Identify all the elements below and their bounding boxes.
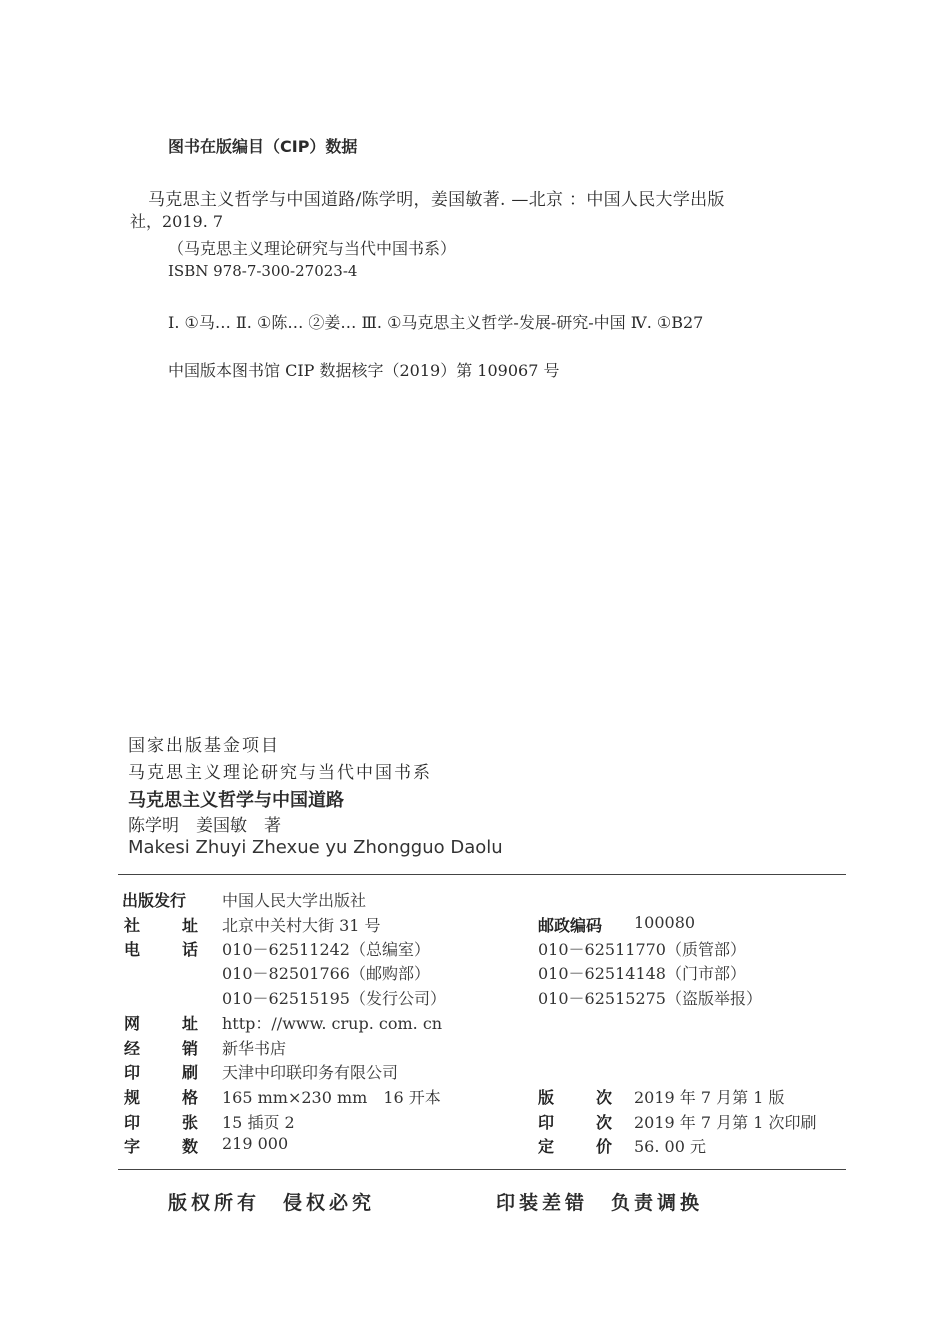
words: 219 000 bbox=[222, 1134, 289, 1153]
book-title: 马克思主义哲学与中国道路 bbox=[128, 790, 344, 811]
cip-heading: 图书在版编目（CIP）数据 bbox=[168, 137, 358, 156]
printing: 2019 年 7 月第 1 次印刷 bbox=[634, 1113, 817, 1132]
divider-top bbox=[118, 874, 846, 875]
series-name: 马克思主义理论研究与当代中国书系 bbox=[128, 763, 432, 783]
divider-bottom bbox=[118, 1169, 846, 1170]
fund-project: 国家出版基金项目 bbox=[128, 736, 280, 756]
phone-left-3: 010－62515195（发行公司） bbox=[222, 989, 446, 1008]
phone-left-2: 010－82501766（邮购部） bbox=[222, 964, 430, 983]
phone-label: 电 话 bbox=[124, 940, 198, 959]
website-link[interactable]: http：//www. crup. com. cn bbox=[222, 1014, 443, 1033]
book-pinyin-title: Makesi Zhuyi Zhexue yu Zhongguo Daolu bbox=[128, 837, 503, 858]
address-label: 社 址 bbox=[124, 916, 198, 935]
distributor-label: 经 销 bbox=[124, 1039, 198, 1058]
spec-label: 规 格 bbox=[124, 1088, 198, 1107]
printer: 天津中印联印务有限公司 bbox=[222, 1063, 399, 1082]
edition-label: 版 次 bbox=[538, 1088, 612, 1107]
distributor: 新华书店 bbox=[222, 1039, 287, 1058]
spec: 165 mm×230 mm 16 开本 bbox=[222, 1088, 441, 1107]
cip-isbn: ISBN 978-7-300-27023-4 bbox=[168, 262, 358, 280]
book-authors: 陈学明 姜国敏 著 bbox=[128, 816, 281, 836]
cip-series-line: （马克思主义理论研究与当代中国书系） bbox=[168, 239, 457, 258]
phone-right-3: 010－62515275（盗版举报） bbox=[538, 989, 762, 1008]
address: 北京中关村大街 31 号 bbox=[222, 916, 381, 935]
postcode-label: 邮政编码 bbox=[538, 916, 603, 935]
edition: 2019 年 7 月第 1 版 bbox=[634, 1088, 785, 1107]
sheets-label: 印 张 bbox=[124, 1113, 198, 1132]
words-label: 字 数 bbox=[124, 1137, 198, 1156]
sheets: 15 插页 2 bbox=[222, 1113, 295, 1132]
cip-check-number: 中国版本图书馆 CIP 数据核字（2019）第 109067 号 bbox=[168, 361, 560, 380]
website-label: 网 址 bbox=[124, 1014, 198, 1033]
cip-classification: Ⅰ. ①马… Ⅱ. ①陈… ②姜… Ⅲ. ①马克思主义哲学-发展-研究-中国 Ⅳ. ①B27 bbox=[168, 313, 704, 332]
price: 56. 00 元 bbox=[634, 1137, 706, 1156]
publisher-label: 出版发行 bbox=[122, 891, 187, 910]
copyright-notice: 版权所有 侵权必究 bbox=[168, 1192, 376, 1214]
phone-left-1: 010－62511242（总编室） bbox=[222, 940, 430, 959]
phone-right-2: 010－62514148（门市部） bbox=[538, 964, 746, 983]
cip-title-line-cont: 社，2019. 7 bbox=[130, 212, 224, 231]
publisher: 中国人民大学出版社 bbox=[222, 891, 367, 910]
price-label: 定 价 bbox=[538, 1137, 612, 1156]
postcode: 100080 bbox=[634, 913, 696, 932]
printer-label: 印 刷 bbox=[124, 1063, 198, 1082]
printing-label: 印 次 bbox=[538, 1113, 612, 1132]
cip-title-line: 马克思主义哲学与中国道路/陈学明，姜国敏著. —北京 ：中国人民大学出版 bbox=[148, 190, 725, 210]
misprint-notice: 印装差错 负责调换 bbox=[496, 1192, 704, 1214]
phone-right-1: 010－62511770（质管部） bbox=[538, 940, 746, 959]
